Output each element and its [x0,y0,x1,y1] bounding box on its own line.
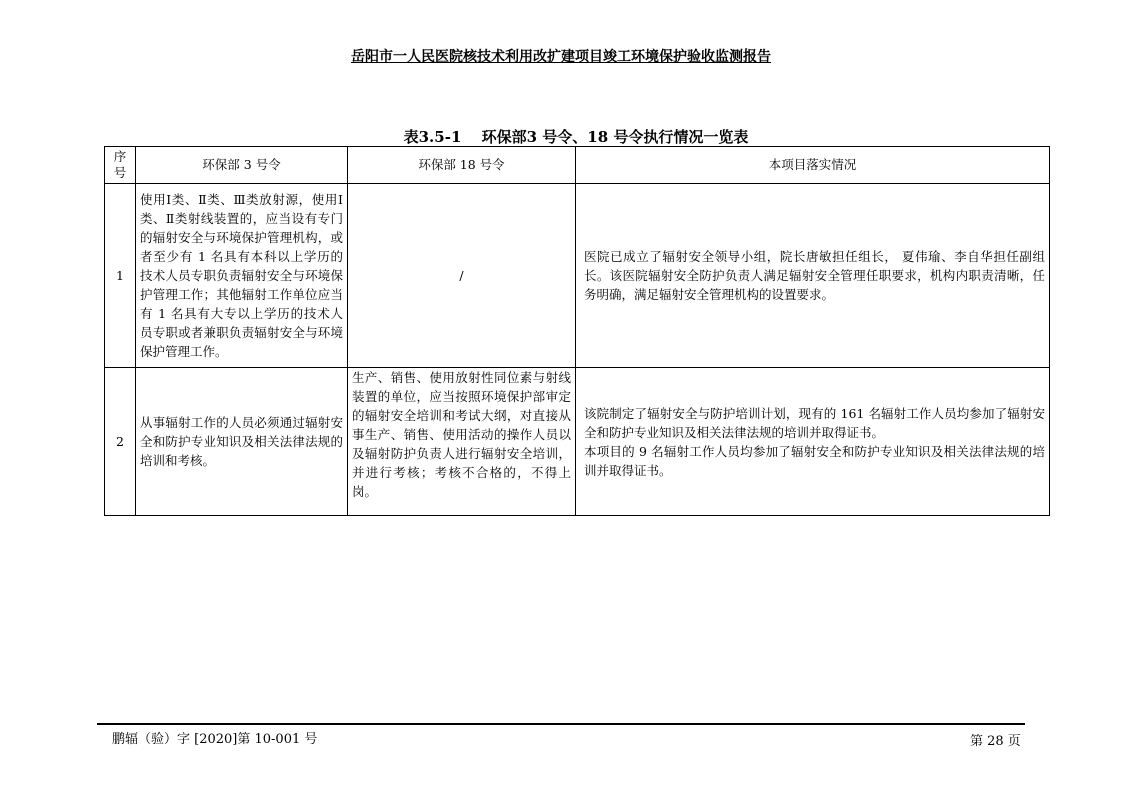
column-header-num: 序号 [105,147,136,184]
column-header-implementation: 本项目落实情况 [576,147,1050,184]
report-header-title: 岳阳市一人民医院核技术利用改扩建项目竣工环境保护验收监测报告 [351,49,771,65]
order18-cell: / [348,184,576,368]
order3-text: 使用Ⅰ类、Ⅱ类、Ⅲ类放射源，使用Ⅰ类、Ⅱ类射线装置的，应当设有专门的辐射安全与环境保护管理机构，或者至少有 1 名具有本科以上学历的技术人员专职负责辐射安全与环境保护管理工作；其他辐射工作单位应当有 1 名具有大专以上学历的技术人员专职或者兼职负责辐射安全与环境保护管理工作。 [140,192,343,359]
column-header-order18: 环保部 18 号令 [348,147,576,184]
implementation-cell [576,184,1050,368]
footer-doc-number: 鹏辐（验）字 [2020]第 10-001 号 [112,732,318,747]
table-row [105,184,1050,368]
order3-text: 从事辐射工作的人员必须通过辐射安全和防护专业知识及相关法律法规的培训和考核。 [140,415,343,468]
implementation-text-1: 该院制定了辐射安全与防护培训计划，现有的 161 名辐射工作人员均参加了辐射安全和防护专业知识及相关法律法规的培训并取得证书。 [584,405,1045,440]
implementation-cell [576,368,1050,516]
row-number: 1 [105,184,136,368]
compliance-table [104,146,1050,516]
implementation-text: 医院已成立了辐射安全领导小组，院长唐敏担任组长， 夏伟瑜、李自华担任副组长。该医院辐射安全防护负责人满足辐射安全管理任职要求，机构内职责清晰，任务明确，满足辐射安全管理机构的设置要求。 [584,249,1045,302]
table-title: 表3.5-1 环保部3 号令、18 号令执行情况一览表 [403,128,749,146]
implementation-text-2: 本项目的 9 名辐射工作人员均参加了辐射安全和防护专业知识及相关法律法规的培训并取得证书。 [584,443,1045,478]
table-row [105,368,1050,516]
footer-page-number: 第 28 页 [970,734,1021,749]
column-header-order3: 环保部 3 号令 [136,147,348,184]
order18-cell [348,368,576,516]
order18-text: 生产、销售、使用放射性同位素与射线装置的单位，应当按照环境保护部审定的辐射安全培训和考试大纲，对直接从事生产、销售、使用活动的操作人员以及辐射防护负责人进行辐射安全培训，并进行考核；考核不合格的，不得上岗。 [352,370,571,499]
row-number: 2 [105,368,136,516]
order3-cell [136,184,348,368]
footer-divider [97,723,1025,725]
table-header-row [105,147,1050,184]
order3-cell [136,368,348,516]
